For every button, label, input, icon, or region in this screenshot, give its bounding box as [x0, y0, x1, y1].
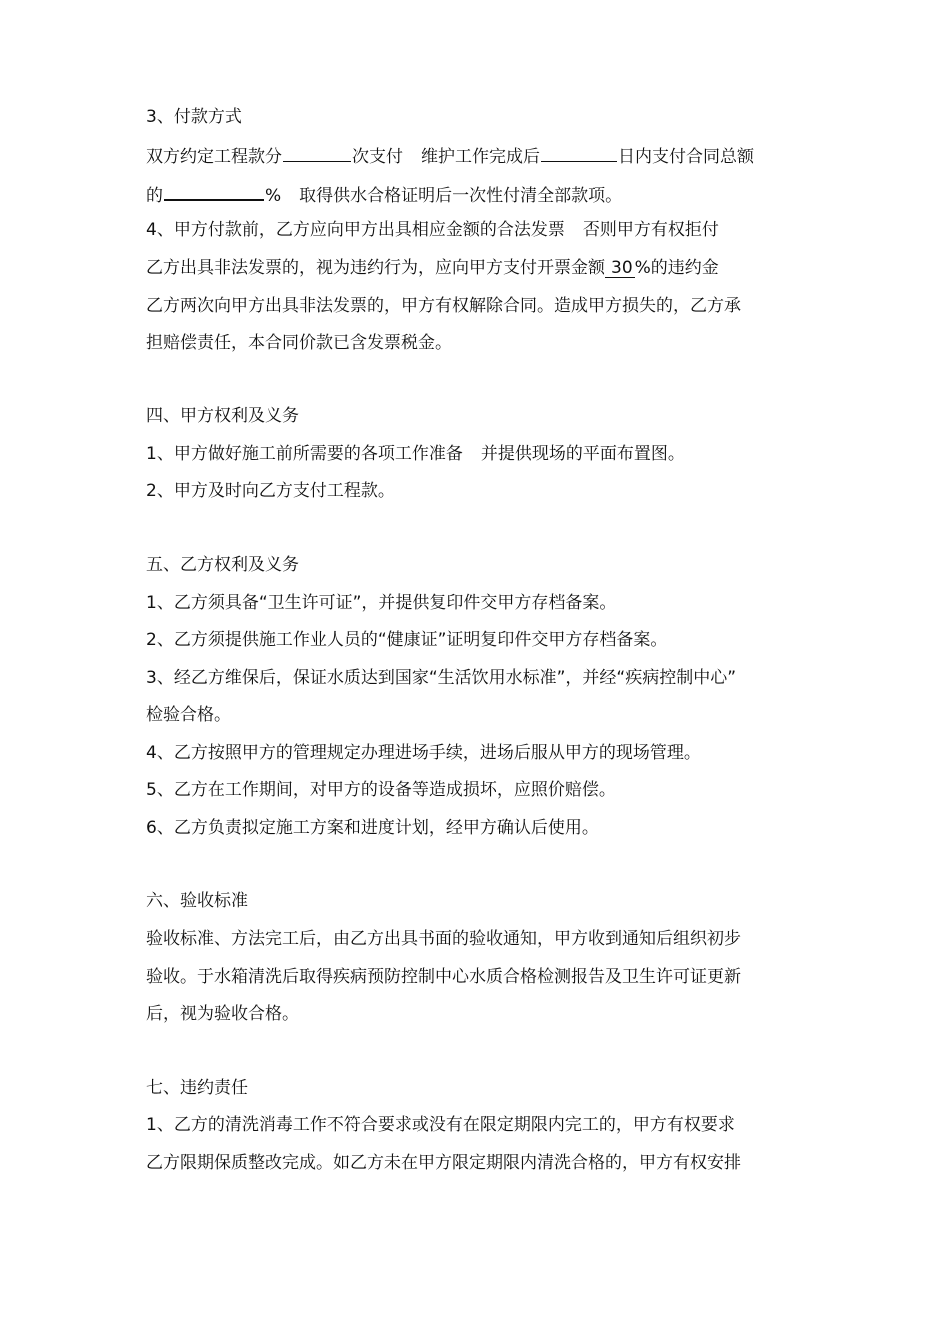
acceptance-line-1: 验收标准、方法完工后，由乙方出具书面的验收通知，甲方收到通知后组织初步 — [146, 929, 741, 949]
breach-line-1: 1、乙方的清洗消毒工作不符合要求或没有在限定期限内完工的，甲方有权要求 — [146, 1115, 735, 1135]
party-a-item-2: 2、甲方及时向乙方支付工程款。 — [146, 481, 395, 501]
payment-item4-line-1 — [146, 219, 719, 241]
payment-heading: 3、付款方式 — [146, 107, 242, 127]
party-b-item-3-line-2: 检验合格。 — [146, 705, 231, 725]
payment-item4-line-1-a: 4、甲方付款前，乙方应向甲方出具相应金额的合法发票 — [146, 220, 565, 240]
party-b-heading: 五、乙方权利及义务 — [146, 555, 299, 575]
payment-line-2-b: % — [265, 186, 282, 206]
party-b-item-2: 2、乙方须提供施工作业人员的“健康证”证明复印件交甲方存档备案。 — [146, 630, 668, 650]
payment-line-1-b: 次支付 — [352, 147, 403, 167]
party-a-item-1 — [146, 443, 685, 465]
payment-item4-line-2 — [146, 257, 719, 279]
payment-line-2-c: 取得供水合格证明后一次性付清全部款项。 — [299, 186, 623, 206]
party-b-item-4: 4、乙方按照甲方的管理规定办理进场手续，进场后服从甲方的现场管理。 — [146, 743, 701, 763]
payment-item4-line-3: 乙方两次向甲方出具非法发票的，甲方有权解除合同。造成甲方损失的，乙方承 — [146, 296, 741, 316]
payment-line-1 — [146, 144, 754, 166]
breach-line-2: 乙方限期保质整改完成。如乙方未在甲方限定期限内清洗合格的，甲方有权安排 — [146, 1153, 741, 1173]
acceptance-line-2: 验收。于水箱清洗后取得疾病预防控制中心水质合格检测报告及卫生许可证更新 — [146, 967, 741, 987]
payment-line-1-d: 日内支付合同总额 — [618, 147, 754, 167]
acceptance-heading: 六、验收标准 — [146, 891, 248, 911]
party-a-heading: 四、甲方权利及义务 — [146, 406, 299, 426]
acceptance-line-3: 后，视为验收合格。 — [146, 1004, 299, 1024]
party-b-item-1: 1、乙方须具备“卫生许可证”，并提供复印件交甲方存档备案。 — [146, 593, 617, 613]
payment-line-1-a: 双方约定工程款分 — [146, 147, 282, 167]
payment-line-2 — [146, 182, 622, 204]
percent-blank — [164, 182, 264, 201]
payment-item4-line-4: 担赔偿责任，本合同价款已含发票税金。 — [146, 333, 452, 353]
party-a-item-1-a: 1、甲方做好施工前所需要的各项工作准备 — [146, 444, 463, 464]
party-b-item-3-line-1: 3、经乙方维保后，保证水质达到国家“生活饮用水标准”，并经“疾病控制中心” — [146, 668, 737, 688]
installments-blank — [283, 144, 351, 162]
penalty-percent-value: 30 — [605, 259, 635, 278]
party-b-item-5: 5、乙方在工作期间，对甲方的设备等造成损坏，应照价赔偿。 — [146, 780, 616, 800]
payment-item4-line-1-b: 否则甲方有权拒付 — [582, 220, 719, 240]
payment-line-1-c: 维护工作完成后 — [421, 147, 540, 167]
breach-heading: 七、违约责任 — [146, 1078, 248, 1098]
party-b-item-6: 6、乙方负责拟定施工方案和进度计划，经甲方确认后使用。 — [146, 818, 599, 838]
payment-item4-line-2-a: 乙方出具非法发票的，视为违约行为，应向甲方支付开票金额 — [146, 258, 605, 278]
party-a-item-1-b: 并提供现场的平面布置图。 — [480, 444, 685, 464]
payment-item4-line-2-b: %的违约金 — [634, 258, 719, 278]
payment-line-2-a: 的 — [146, 186, 163, 206]
days-blank — [541, 144, 617, 162]
